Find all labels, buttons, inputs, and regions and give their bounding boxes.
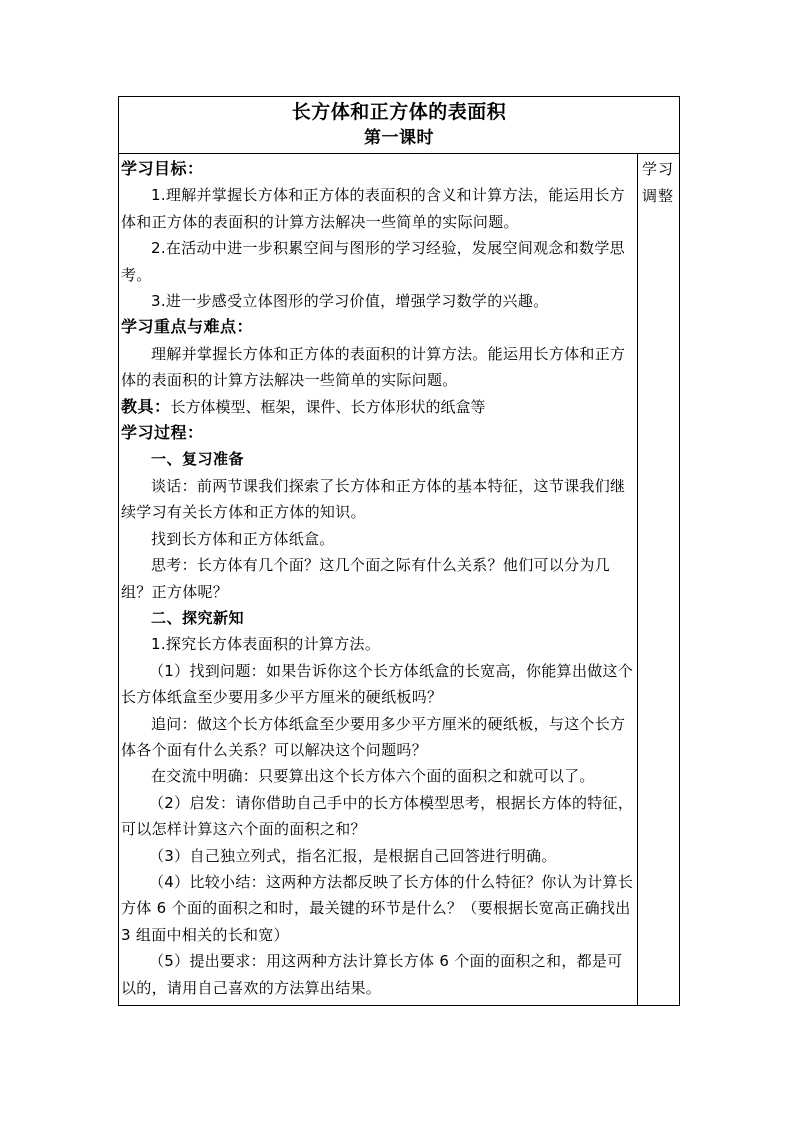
section-2-paragraph-3: 追问：做这个长方体纸盒至少要用多少平方厘米的硬纸板，与这个长方体各个面有什么关系？可以解决这个问题吗？ xyxy=(121,714,626,759)
process-heading: 学习过程： xyxy=(121,423,204,443)
section-2-paragraph-1: 1.探究长方体表面积的计算方法。 xyxy=(151,635,381,654)
section-2-title: 二、探究新知 xyxy=(151,608,245,627)
section-1-title: 一、复习准备 xyxy=(151,450,245,469)
section-2-paragraph-6: （3）自己独立列式，指名汇报，是根据自己回答进行明确。 xyxy=(149,846,557,865)
objectives-heading: 学习目标： xyxy=(121,159,204,178)
section-2-paragraph-7: （4）比较小结：这两种方法都反映了长方体的什么特征？你认为计算长方体 6 个面的面积之和时，最关键的环节是什么？（要根据长宽高正确找出 3 组面中相关的长和宽） xyxy=(121,872,634,944)
lesson-content xyxy=(121,156,635,1001)
section-2-paragraph-5: （2）启发：请你借助自己手中的长方体模型思考，根据长方体的特征，可以怎样计算这六个面的面积之和？ xyxy=(121,793,634,839)
objective-item-3: 3.进一步感受立体图形的学习价值，增强学习数学的兴趣。 xyxy=(151,292,549,311)
tools-label: 教具： xyxy=(121,396,171,416)
page-title: 长方体和正方体的表面积 xyxy=(291,101,507,123)
section-2-paragraph-4: 在交流中明确：只要算出这个长方体六个面的面积之和就可以了。 xyxy=(151,767,595,786)
content-cell xyxy=(119,154,638,1005)
adjustment-label: 学习调整 xyxy=(642,160,675,205)
key-points-heading: 学习重点与难点： xyxy=(121,317,254,337)
section-1-paragraph-1: 谈话：前两节课我们探索了长方体和正方体的基本特征，这节课我们继续学习有关长方体和正方体的知识。 xyxy=(121,476,626,522)
section-2-paragraph-8: （5）提出要求：用这两种方法计算长方体 6 个面的面积之和，都是可以的，请用自己喜欢的方法算出结果。 xyxy=(121,952,623,997)
section-1-paragraph-2: 找到长方体和正方体纸盒。 xyxy=(151,529,335,548)
tools-line xyxy=(121,394,635,420)
section-1-paragraph-3: 思考：长方体有几个面？这几个面之际有什么关系？他们可以分为几组？正方体呢？ xyxy=(121,556,611,601)
adjustment-cell xyxy=(638,154,679,1005)
lesson-plan-table xyxy=(118,96,680,1006)
objective-item-1: 1.理解并掌握长方体和正方体的表面积的含义和计算方法，能运用长方体和正方体的表面积的计算方法解决一些简单的实际问题。 xyxy=(121,186,625,231)
title-row xyxy=(119,97,679,154)
objective-item-2: 2.在活动中进一步积累空间与图形的学习经验，发展空间观念和数学思考。 xyxy=(121,239,625,284)
tools-text: 长方体模型、框架，课件、长方体形状的纸盒等 xyxy=(170,397,486,416)
section-2-paragraph-2: （1）找到问题：如果告诉你这个长方体纸盒的长宽高，你能算出做这个长方体纸盒至少要用多少平方厘米的硬纸板吗？ xyxy=(121,661,634,707)
page-subtitle: 第一课时 xyxy=(364,128,434,148)
key-points-text: 理解并掌握长方体和正方体的表面积的计算方法。能运用长方体和正方体的表面积的计算方法解决一些简单的实际问题。 xyxy=(121,344,626,390)
